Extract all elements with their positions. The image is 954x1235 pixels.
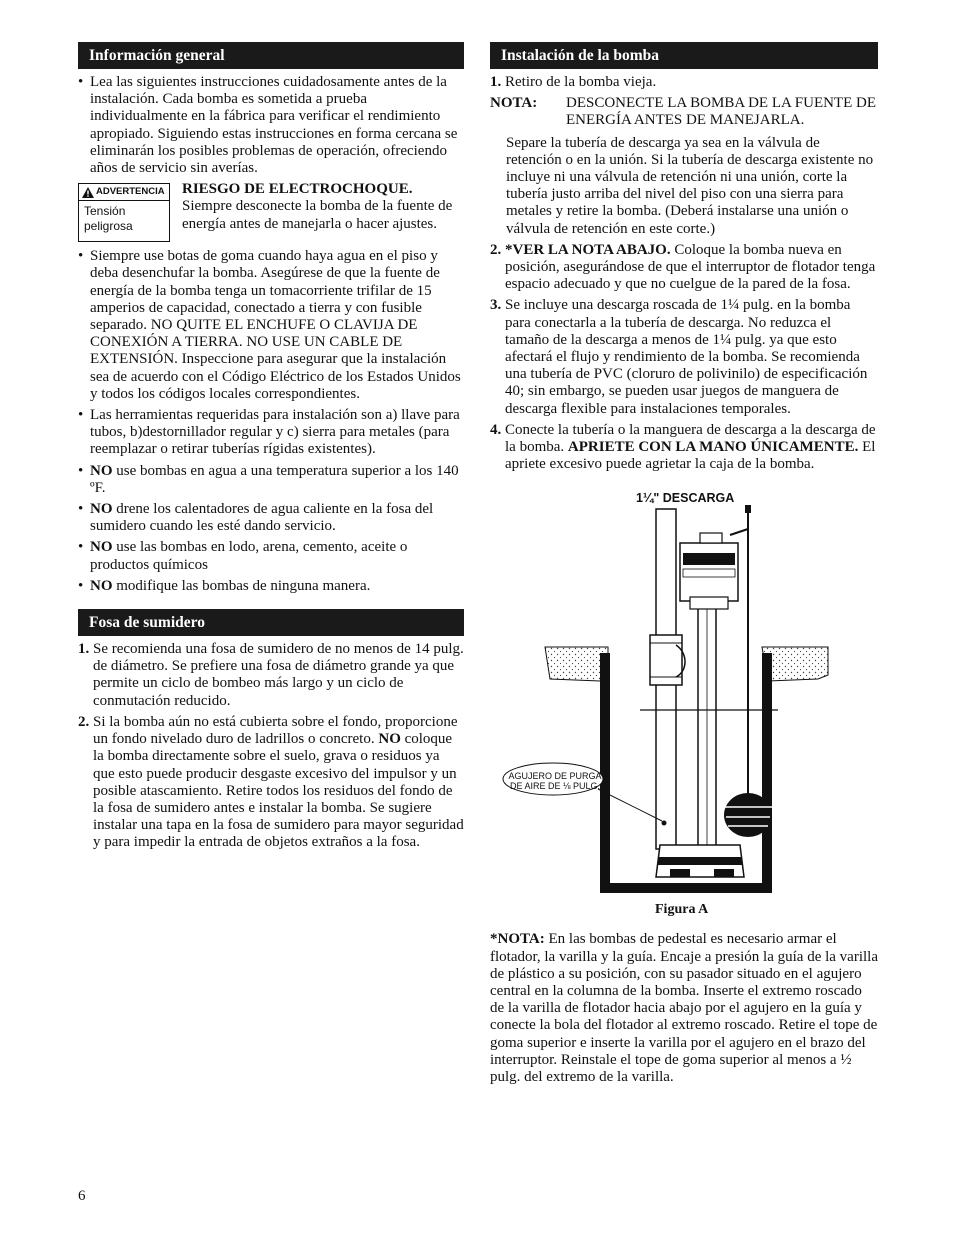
no-word: NO: [378, 731, 401, 748]
note-text: En las bombas de pedestal es necesario armar el flotador, la varilla y la guía. Encaje a presión la guía de la varilla de plástico a su posición, con su pasador situado en el agujero central en la columna de la bomba. Inserte el extremo roscado de la varilla de flotador hacia abajo por el agujero en la guía y conecte la bola del flotador al extremo roscado. Retire el tope de goma superior e inserte la varilla por el agujero en el brazo del interruptor. Reinstale el tope de goma superior al menos a ½ pulg. del extremo de la varilla.: [490, 931, 878, 1086]
no-word: NO: [90, 577, 113, 594]
figure-caption: Figura A: [655, 902, 709, 918]
pump-installation-diagram: [490, 485, 878, 925]
step-text: El apriete excesivo puede agrietar la caja de la bomba.: [505, 439, 876, 473]
bullet-text: use bombas en agua a una temperatura superior a los 140 ºF.: [90, 462, 459, 496]
right-column: [490, 42, 878, 1086]
step-1-paragraph: Separe la tubería de descarga ya sea en la válvula de retención o en la unión. Si la tubería de descarga existente no incluye ni una válvula de retención ni una unión, corte la tubería justo arriba del nivel del piso con una sierra para metales y retire la bomba. (Deberá instalarse una unión o válvula de retención en este corte.): [506, 134, 874, 237]
warning-label-box: [78, 183, 170, 242]
install-step-1: [490, 74, 878, 91]
no-word: NO: [90, 501, 113, 518]
bullet-boots: • Siempre use botas de goma cuando haya agua en el piso y deba desenchufar la bomba. Asegúrese de que la fuente de energía de la bomba tenga un tomacorriente trifilar de 15 amperios de capacidad, conectado a tierra y con fusible separado. NO QUITE EL ENCHUFE O CLAVIJA DE CONEXIÓN A TIERRA. NO USE UN CABLE DE EXTENSIÓN. Inspeccione para asegurar que la instalación sea de acuerdo con el Código Eléctrico de los Estados Unidos y todos los códigos locales correspondientes.: [78, 248, 464, 403]
step-text: Coloque la bomba nueva en posición, asegurándose de que el interruptor de flotador tenga espacio adecuado y que no cuelgue de la pared de la fosa.: [505, 241, 876, 293]
bullet-text: drene los calentadores de agua caliente en la fosa del sumidero cuando les esté dando servicio.: [90, 501, 434, 535]
general-intro-bullet: • Lea las siguientes instrucciones cuidadosamente antes de la instalación. Cada bomba es sometida a prueba individualmente en la fábrica para verificar el rendimiento apropiado. Siguiendo estas instrucciones en forma cercana se eliminarán los posibles problemas de operación, ofreciendo años de servicio sin averías.: [78, 74, 464, 177]
step-number: 4.: [490, 421, 502, 438]
pump-base: [656, 845, 744, 877]
warning-text: [182, 181, 464, 242]
item-text: Si la bomba aún no está cubierta sobre el fondo, proporcione un fondo nivelado duro de ladrillos o concreto.: [93, 713, 458, 748]
step-bold: APRIETE CON LA MANO ÚNICAMENTE.: [567, 439, 859, 456]
no-word: NO: [90, 462, 113, 479]
figure-a: [490, 485, 878, 925]
bullet-no-heaters: [78, 501, 464, 535]
section-header-sump: Fosa de sumidero: [78, 609, 464, 636]
note-label: NOTA:: [490, 95, 538, 112]
vent-hole-label: AGUJERO DE PURGA DE AIRE DE ⅛ PULG.: [508, 771, 602, 792]
bullet-no-temperature: [78, 463, 464, 497]
section-header-installation: Instalación de la bomba: [490, 42, 878, 69]
pump-motor: [680, 533, 738, 609]
warning-heading: RIESGO DE ELECTROCHOQUE.: [182, 181, 413, 198]
warning-hazard-label: Tensión peligrosa: [84, 204, 133, 234]
warning-body: Siempre desconecte la bomba de la fuente de energía antes de manejarla o hacer ajustes.: [182, 198, 453, 232]
step-text: Se incluye una descarga roscada de 1¼ pulg. en la bomba para conectarla a la tubería de descarga. No reduzca el tamaño de la descarga a menos de 1¼ pulg. ya que esto afectará el flujo y rendimiento de la bomba. Se recomienda una tubería de PVC (cloruro de polivinilo) de especificación 40; sin embargo, se pueden usar juegos de manguera de descarga flexible para instalaciones temporales.: [505, 297, 868, 417]
item-number: 1.: [78, 641, 90, 658]
step-number: 2.: [490, 241, 502, 258]
left-column: [78, 42, 464, 856]
sump-item-1: [78, 641, 464, 710]
item-text: Se recomienda una fosa de sumidero de no menos de 14 pulg. de diámetro. Se prefiere una fosa de diámetro grande ya que permite un ciclo de bombeo más largo y un ciclo de conmutación reducido.: [93, 641, 464, 709]
warning-badge-text: ADVERTENCIA: [96, 186, 165, 198]
install-step-4: [490, 422, 878, 474]
item-text: coloque la bomba directamente sobre el suelo, grava o residuos ya que esto puede producir desgaste excesivo del impulsor y un posible atascamiento. Retire todos los residuos del fondo de la fosa de sumidero antes e instalar la bomba. Se sugiere instalar una tapa en la fosa de sumidero para mayor seguridad y para impedir la entrada de objetos extraños a la fosa.: [93, 731, 464, 851]
disconnect-note: [490, 95, 878, 129]
note-text: DESCONECTE LA BOMBA DE LA FUENTE DE ENERGÍA ANTES DE MANEJARLA.: [566, 95, 877, 129]
bullet-text: use las bombas en lodo, arena, cemento, aceite o productos químicos: [90, 539, 408, 573]
section-header-general: Información general: [78, 42, 464, 69]
warning-triangle-icon: [82, 187, 94, 198]
discharge-label: 1¼" DESCARGA: [636, 491, 735, 506]
electrical-warning: [78, 181, 464, 242]
float-assembly-note: [490, 931, 878, 1086]
step-text: Conecte la tubería o la manguera de descarga a la descarga de la bomba.: [505, 421, 876, 456]
step-number: 3.: [490, 297, 502, 314]
bullet-text: modifique las bombas de ninguna manera.: [116, 577, 371, 594]
floor-left: [545, 647, 608, 681]
no-word: NO: [90, 539, 113, 556]
warning-badge: [79, 184, 169, 201]
sump-item-2: [78, 714, 464, 852]
bullet-no-mud: [78, 539, 464, 573]
pump-column: [698, 607, 716, 857]
step-number: 1.: [490, 74, 502, 90]
page-number: 6: [78, 1188, 86, 1204]
install-step-3: [490, 297, 878, 417]
bullet-tools: • Las herramientas requeridas para instalación son a) llave para tubos, b)destornillador regular y c) sierra para metales (para reemplazar o retirar tuberías rígidas existentes).: [78, 407, 464, 459]
item-number: 2.: [78, 713, 90, 730]
note-label: *NOTA:: [490, 931, 545, 948]
bullet-no-modify: [78, 578, 464, 595]
step-bold: *VER LA NOTA ABAJO.: [505, 241, 671, 258]
step-text: Retiro de la bomba vieja.: [505, 74, 657, 90]
install-step-2: [490, 242, 878, 294]
